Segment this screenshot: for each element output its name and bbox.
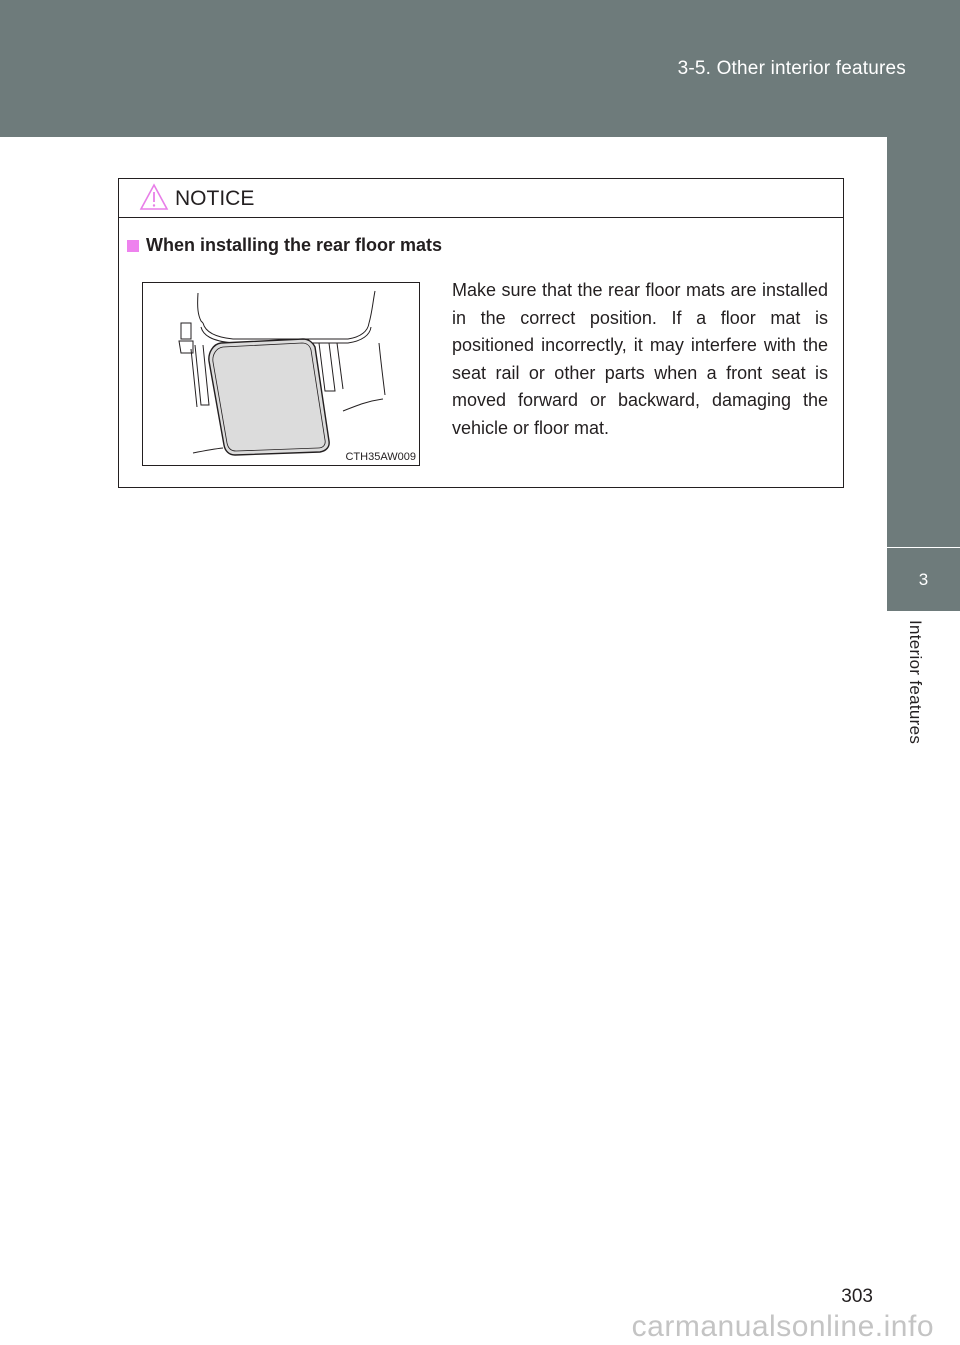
chapter-label: Interior features (906, 620, 925, 745)
floor-mat-figure (142, 282, 420, 466)
notice-label: NOTICE (175, 187, 255, 210)
notice-body-text: Make sure that the rear floor mats are installed in the correct position. If a floor mat is positioned incorrectly, it may interfere with the seat rail or other parts when a front seat is moved forward or backward, damaging the vehicle or floor mat. (452, 280, 828, 438)
square-bullet-icon (127, 240, 139, 252)
page-number: 303 (841, 1286, 873, 1307)
floor-mat-illustration (143, 283, 419, 465)
figure-code: CTH35AW009 (345, 451, 416, 463)
chapter-number: 3 (887, 548, 960, 611)
warning-triangle-icon (139, 183, 169, 211)
notice-heading-text: When installing the rear floor mats (146, 235, 443, 255)
notice-heading (127, 235, 442, 256)
watermark-text: carmanualsonline.info (631, 1310, 934, 1343)
side-tab (887, 137, 960, 547)
section-title: 3-5. Other interior features (677, 58, 906, 79)
notice-box (118, 178, 844, 488)
notice-header (119, 179, 843, 218)
